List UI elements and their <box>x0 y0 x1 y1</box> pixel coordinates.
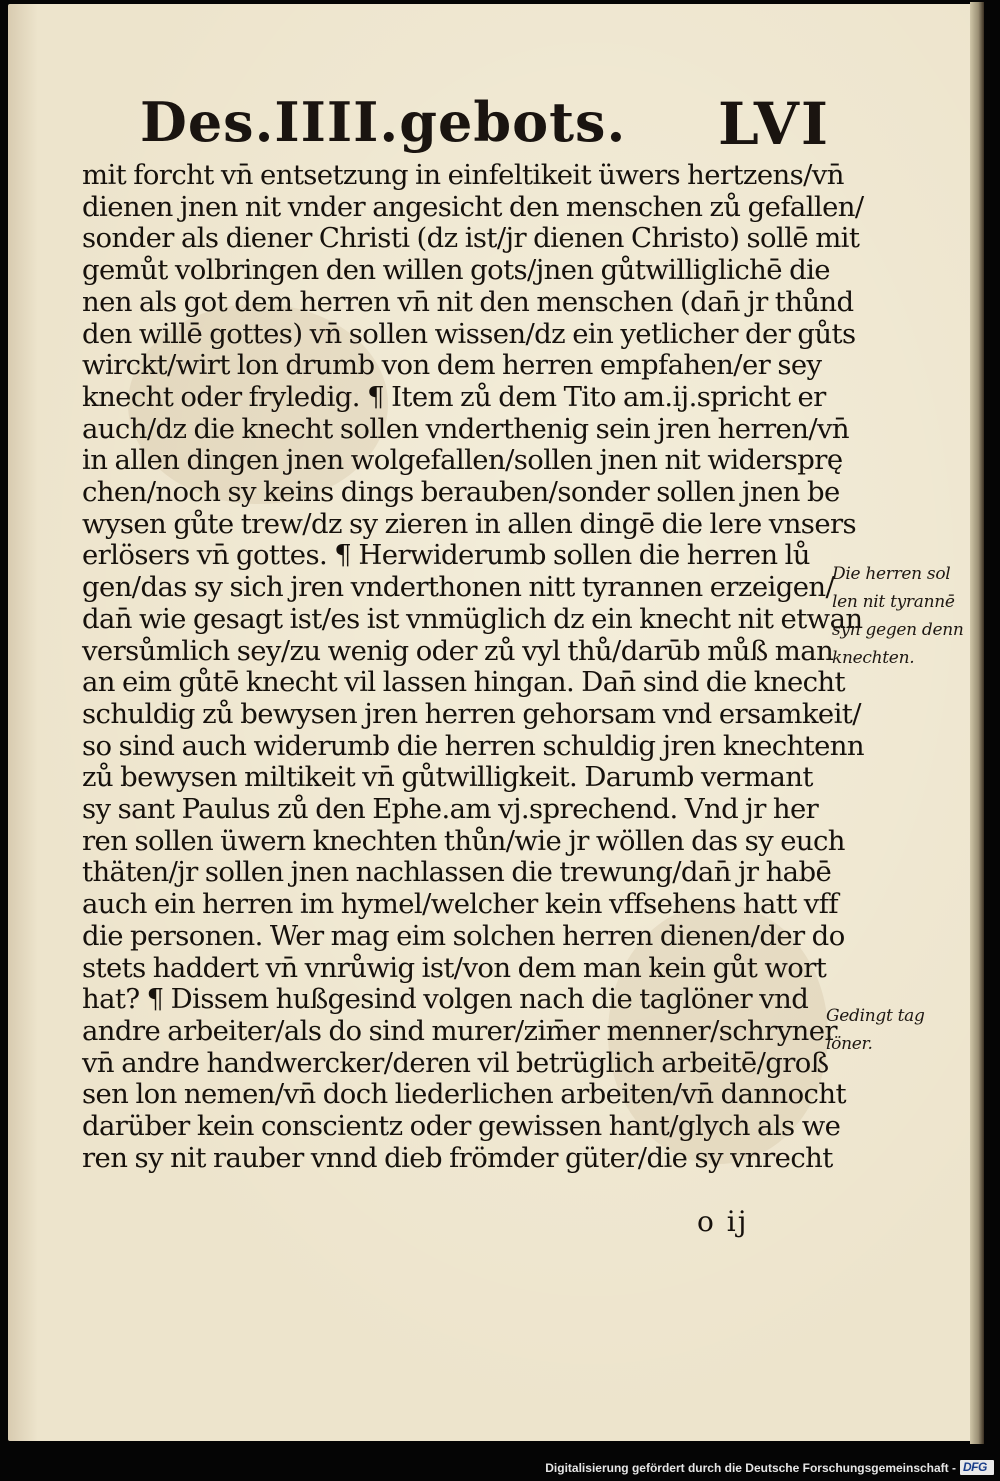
text-line: zů bewysen miltikeit vn̄ gůtwilligkeit. Darumb vermant <box>82 761 813 794</box>
text-line: mit forcht vn̄ entsetzung in einfeltikeit üwers hertzens/vn̄ <box>82 159 844 191</box>
text-line: dan̄ wie gesagt ist/es ist vnmüglich dz ein knecht nit etwan <box>82 602 863 635</box>
margin-note-line: Gedingt tag <box>826 1006 925 1026</box>
text-line: sy sant Paulus zů den Ephe.am vj.sprechend. Vnd jr her <box>82 793 819 826</box>
dfg-logo <box>960 1460 994 1475</box>
margin-note-line: löner. <box>826 1034 873 1054</box>
funding-credit: Digitalisierung gefördert durch die Deutsche Forschungsgemeinschaft - <box>545 1461 956 1475</box>
text-line: nen als got dem herren vn̄ nit den menschen (dan̄ jr thůnd <box>82 285 854 318</box>
text-line: auch/dz die knecht sollen vnderthenig sein jren herren/vn̄ <box>82 412 850 445</box>
margin-note-line: knechten. <box>832 648 915 668</box>
margin-note-line: len nit tyrannē <box>832 592 955 612</box>
margin-note-line: syn gegen denn <box>832 620 964 640</box>
text-line: wirckt/wirt lon drumb von dem herren empfahen/er sey <box>82 349 822 382</box>
running-header <box>140 90 830 170</box>
margin-note-tyrants <box>832 560 964 672</box>
text-line: darüber kein conscientz oder gewissen hant/glych als we <box>82 1110 841 1143</box>
text-line: vn̄ andre handwercker/deren vil betrüglich arbeitē/groß <box>82 1046 829 1079</box>
running-title: Des.IIII.gebots. <box>140 90 627 154</box>
text-line: thäten/jr sollen jnen nachlassen die trewung/dan̄ jr habē <box>82 856 832 889</box>
main-text-block <box>82 159 865 1175</box>
text-line: sen lon nemen/vn̄ doch liederlichen arbeiten/vn̄ dannocht <box>82 1078 846 1111</box>
folio-number: LVI <box>717 90 830 158</box>
margin-note-day-laborers <box>826 1002 925 1058</box>
page-edge <box>970 2 984 1444</box>
text-line: die personen. Wer mag eim solchen herren dienen/der do <box>82 919 845 952</box>
text-line: gemůt volbringen den willen gots/jnen gůtwilliglichē die <box>82 254 830 287</box>
margin-note-line: Die herren sol <box>832 564 951 584</box>
text-line: so sind auch widerumb die herren schuldig jren knechtenn <box>82 729 865 762</box>
text-line: hat? ¶ Dissem hußgesind volgen nach die taglöner vnd <box>82 983 809 1016</box>
text-line: an eim gůtē knecht vil lassen hingan. Dan̄ sind die knecht <box>82 666 845 699</box>
text-line: schuldig zů bewysen jren herren gehorsam vnd ersamkeit/ <box>82 697 861 730</box>
text-line: knecht oder fryledig. ¶ Item zů dem Tito am.ij.spricht er <box>82 380 826 413</box>
text-line: wysen gůte trew/dz sy zieren in allen dingē die lere vnsers <box>82 507 857 540</box>
text-line: andre arbeiter/als do sind murer/zim̄er menner/schryner <box>82 1014 837 1047</box>
text-line: sonder als diener Christi (dz ist/jr dienen Christo) sollē mit <box>82 222 860 255</box>
text-line: in allen dingen jnen wolgefallen/sollen jnen nit widersprę <box>82 444 843 477</box>
text-line: gen/das sy sich jren vnderthonen nitt tyrannen erzeigen/ <box>82 571 835 604</box>
text-line: ren sy nit rauber vnnd dieb frömder güter/die sy vnrecht <box>82 1141 833 1174</box>
signature-mark: o ij <box>697 1205 749 1238</box>
text-line: ren sollen üwern knechten thůn/wie jr wöllen das sy euch <box>82 824 845 857</box>
text-line: auch ein herren im hymel/welcher kein vffsehens hatt vff <box>82 888 838 921</box>
text-line: dienen jnen nit vnder angesicht den menschen zů gefallen/ <box>82 190 864 223</box>
text-line: erlösers vn̄ gottes. ¶ Herwiderumb sollen die herren lů <box>82 539 810 572</box>
text-line: chen/noch sy keins dings berauben/sonder sollen jnen be <box>82 476 840 509</box>
text-line: versůmlich sey/zu wenig oder zů vyl thů/darūb můß man <box>82 634 834 667</box>
dfg-logo-text: DFG <box>963 1460 987 1474</box>
text-line: den willē gottes) vn̄ sollen wissen/dz ein yetlicher der gůts <box>82 317 856 350</box>
text-line: stets haddert vn̄ vnrůwig ist/von dem man kein gůt wort <box>82 951 827 984</box>
digitization-footer <box>0 1455 1000 1481</box>
